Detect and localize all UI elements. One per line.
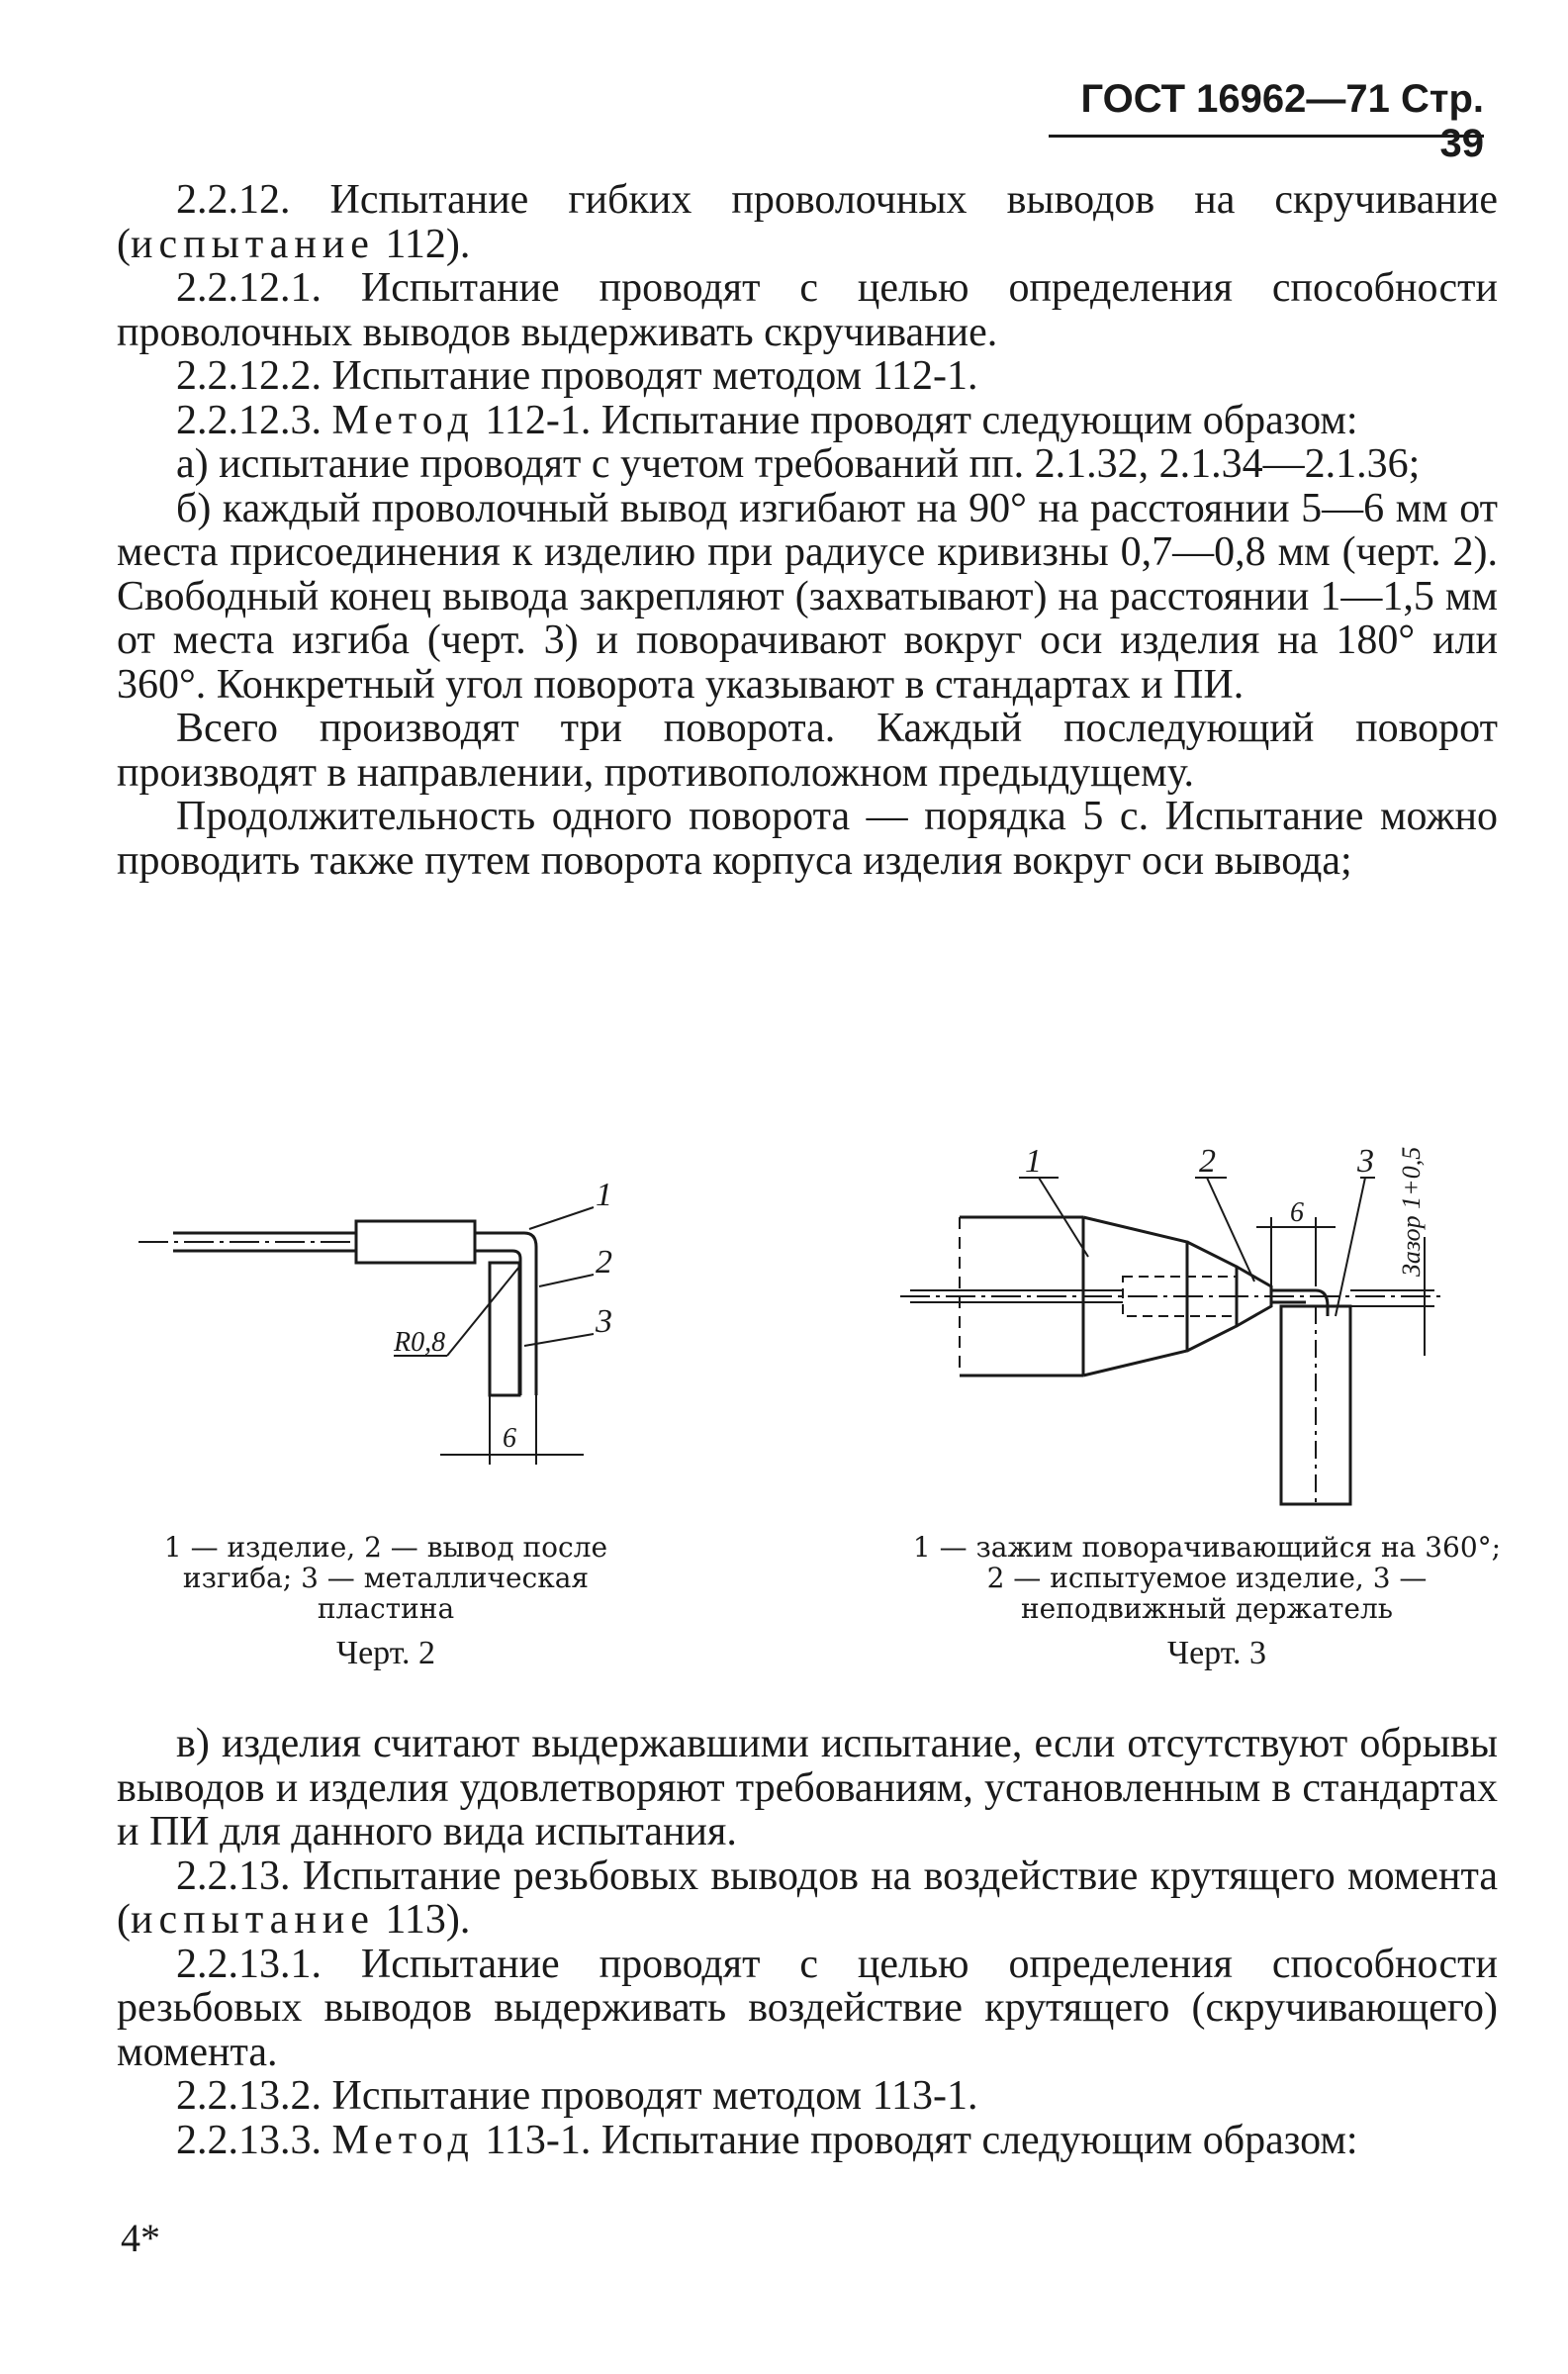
paragraph: 2.2.13.1. Испытание проводят с целью определения способности резьбовых выводов выдерживать воздействие крутящего (скручивающего) момента.: [117, 1941, 1498, 2075]
fig3-label-1: 1: [1025, 1143, 1042, 1180]
fig2-dimension-label: 6: [503, 1423, 516, 1454]
paragraph: б) каждый проволочный вывод изгибают на 90° на расстоянии 5—6 мм от места присоединения к изделию при радиусе кривизны 0,7—0,8 мм (черт. 2). Свободный конец вывода закрепляют (захватывают) на расстоянии 1—1,5 мм от места изгиба (черт. 3) и поворачивают вокруг оси изделия на 180° или 360°. Конкретный угол поворота указывают в стандартах и ПИ.: [117, 485, 1498, 708]
fig2-radius-label: R0,8: [394, 1327, 446, 1358]
paragraph: Продолжительность одного поворота — порядка 5 с. Испытание можно проводить также путем поворота корпуса изделия вокруг оси вывода;: [117, 794, 1498, 884]
paragraph: 2.2.13.2. Испытание проводят методом 113-1.: [176, 2073, 978, 2119]
paragraph: 2.2.13.3. Метод 113-1. Испытание проводят следующим образом:: [176, 2117, 1358, 2163]
header-rule: [1049, 135, 1484, 138]
header-text: ГОСТ 16962—71 Стр. 39: [1080, 77, 1484, 165]
fig2-label-3: 3: [596, 1303, 612, 1340]
figure-2-title: Черт. 2: [335, 1635, 436, 1671]
page-signature: 4*: [121, 2216, 160, 2260]
fig3-dimension-label: 6: [1290, 1197, 1304, 1228]
fig3-label-2: 2: [1199, 1143, 1216, 1180]
fig2-label-1: 1: [596, 1177, 612, 1213]
paragraph: 2.2.12.3. Метод 112-1. Испытание проводят следующим образом:: [176, 397, 1358, 443]
text-block-2: [117, 1722, 1498, 2162]
figure-2-caption: 1 — изделие, 2 — вывод после изгиба; 3 — металлическая пластина: [163, 1531, 608, 1625]
text-block-1: [117, 178, 1498, 883]
paragraph: а) испытание проводят с учетом требований пп. 2.1.32, 2.1.34—2.1.36;: [176, 441, 1421, 487]
fig2-label-2: 2: [596, 1244, 612, 1281]
figure-3-title: Черт. 3: [1166, 1635, 1267, 1671]
paragraph: 2.2.12.1. Испытание проводят с целью определения способности проволочных выводов выдерживать скручивание.: [117, 265, 1498, 355]
paragraph: Всего производят три поворота. Каждый последующий поворот производят в направлении, противоположном предыдущему.: [117, 706, 1498, 796]
paragraph: 2.2.13. Испытание резьбовых выводов на воздействие крутящего момента (испытание 113).: [117, 1852, 1498, 1943]
fig3-label-3: 3: [1357, 1143, 1374, 1180]
paragraph: 2.2.12. Испытание гибких проволочных выводов на скручивание (испытание 112).: [117, 177, 1498, 267]
figure-3-drawing: [880, 1118, 1474, 1514]
fig3-gap-label: Зазор 1+0,5: [1397, 1146, 1426, 1277]
page-header: [1049, 77, 1484, 166]
figure-2-drawing: [129, 1148, 663, 1504]
figure-3-caption: 1 — зажим поворачивающийся на 360°; 2 — испытуемое изделие, 3 — неподвижный держатель: [912, 1531, 1502, 1625]
paragraph: в) изделия считают выдержавшими испытание, если отсутствуют обрывы выводов и изделия удовлетворяют требованиям, установленным в стандартах и ПИ для данного вида испытания.: [117, 1721, 1498, 1854]
paragraph: 2.2.12.2. Испытание проводят методом 112-1.: [176, 353, 978, 399]
